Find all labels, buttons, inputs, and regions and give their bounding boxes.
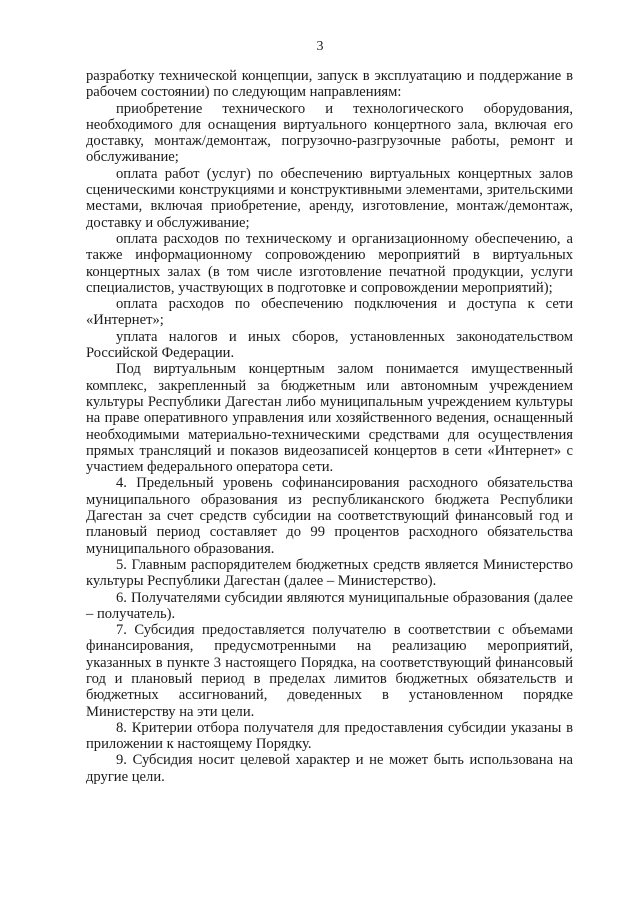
paragraph: Под виртуальным концертным залом понимается имущественный комплекс, закрепленный за бюджетным или автономным учреждением культуры Республики Дагестан либо муниципальным учреждением культуры на праве оперативного управления или хозяйственного ведения, оснащенный необходимыми материально-техническими средствами для осуществления прямых трансляций и показов видеозаписей концертов в сети «Интернет» с участием федерального оператора сети. [86,361,573,476]
document-body [86,68,573,785]
paragraph: 5. Главным распорядителем бюджетных средств является Министерство культуры Республики Дагестан (далее – Министерство). [86,556,573,590]
paragraph: 7. Субсидия предоставляется получателю в соответствии с объемами финансирования, предусмотренными на реализацию мероприятий, указанных в пункте 3 настоящего Порядка, на соответствующий финансовый год и плановый период в пределах лимитов бюджетных обязательств и бюджетных ассигнований, доведенных в установленном порядке Министерству на эти цели. [86,622,573,720]
page-number: 3 [316,39,324,54]
paragraph: 6. Получателями субсидии являются муниципальные образования (далее – получатель). [86,589,573,622]
paragraph: оплата работ (услуг) по обеспечению виртуальных концертных залов сценическими конструкциями и конструктивными элементами, зрительскими местами, включая приобретение, аренду, изготовление, монтаж/демонтаж, доставку и обслуживание; [86,165,573,231]
paragraph: уплата налогов и иных сборов, установленных законодательством Российской Федерации. [86,328,573,362]
paragraph: 9. Субсидия носит целевой характер и не может быть использована на другие цели. [86,752,573,785]
paragraph: оплата расходов по обеспечению подключения и доступа к сети «Интернет»; [86,296,573,329]
paragraph: оплата расходов по техническому и организационному обеспечению, а также информационному сопровождению мероприятий в виртуальных концертных залах (в том числе изготовление печатной продукции, услуги специалистов, участвующих в подготовке и сопровождении мероприятий); [86,230,573,296]
paragraph: 8. Критерии отбора получателя для предоставления субсидии указаны в приложении к настоящему Порядку. [86,719,573,753]
paragraph: разработку технической концепции, запуск в эксплуатацию и поддержание в рабочем состоянии) по следующим направлениям: [86,68,573,101]
paragraph: приобретение технического и технологического оборудования, необходимого для оснащения виртуального концертного зала, включая его доставку, монтаж/демонтаж, погрузочно-разгрузочные работы, ремонт и обслуживание; [86,100,573,166]
paragraph: 4. Предельный уровень софинансирования расходного обязательства муниципального образования из республиканского бюджета Республики Дагестан за счет средств субсидии на соответствующий финансовый год и плановый период составляет до 99 процентов расходного обязательства муниципального образования. [86,475,573,557]
